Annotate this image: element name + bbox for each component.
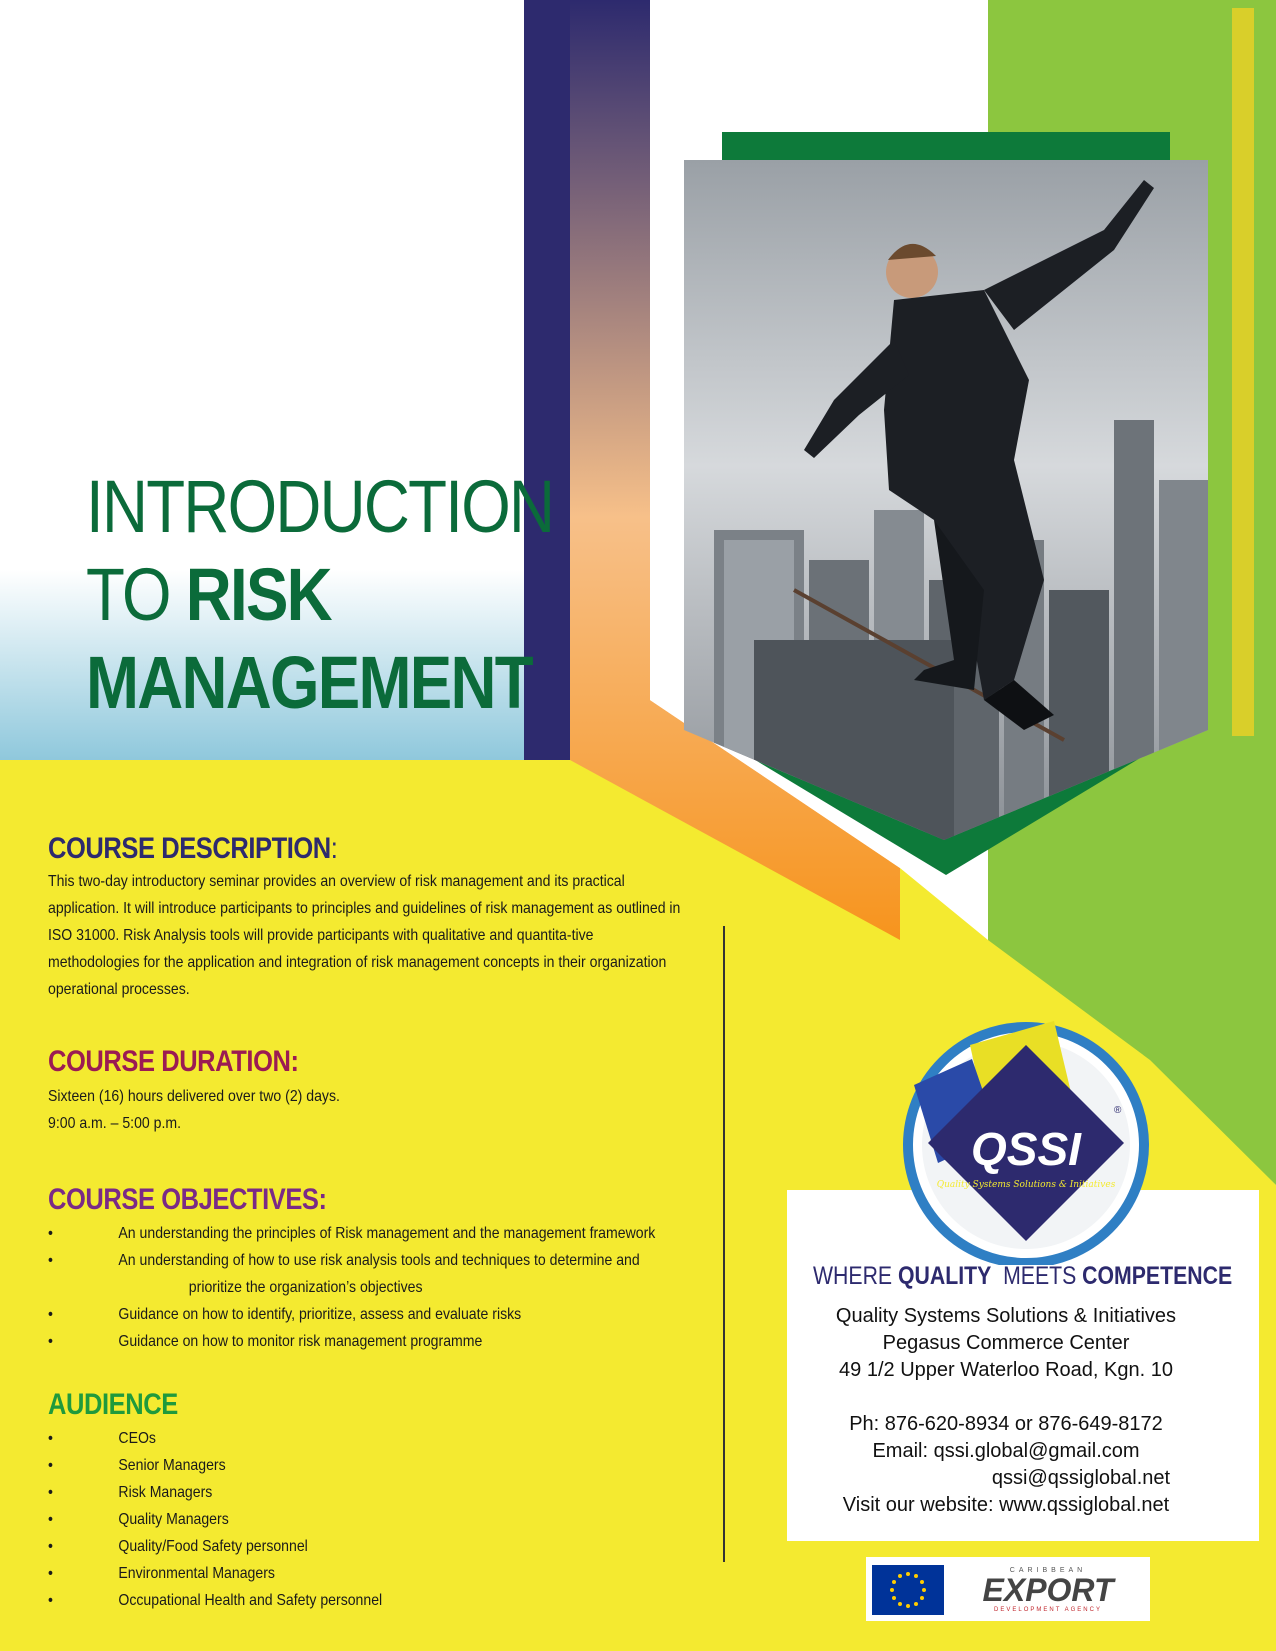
contact-address (786, 1303, 1226, 1384)
list-item: • An understanding the principles of Risk management and the management framework (48, 1220, 717, 1247)
tagline-word: MEETS (991, 1262, 1083, 1290)
course-description-paragraph: This two-day introductory seminar provides an overview of risk management and its practical application. It will introduce participants to principles and guidelines of risk management as outlined in ISO 31000. Risk Analysis tools will provide participants with qualitative and quantita-tive methodologies for the application and integration of risk management concepts in their organization operational processes. (48, 873, 681, 998)
contact-org: Quality Systems Solutions & Initiatives (835, 1305, 1177, 1327)
title-line-3: MANAGEMENT (86, 641, 532, 724)
caribbean-export-logo-icon (983, 1567, 1116, 1613)
list-item: • Quality Managers (48, 1506, 717, 1533)
registered-mark: ® (1114, 1105, 1122, 1116)
title-line-1: INTRODUCTION (86, 465, 554, 548)
contact-address-line: 49 1/2 Upper Waterloo Road, Kgn. 10 (839, 1359, 1173, 1381)
contact-email-1: Email: qssi.global@gmail.com (872, 1440, 1140, 1462)
eu-flag-icon (872, 1565, 944, 1615)
export-logo-bottom: DEVELOPMENT AGENCY (994, 1607, 1102, 1613)
list-item: • Risk Managers (48, 1479, 717, 1506)
course-description-colon: : (330, 832, 338, 865)
title-line-2-prefix: TO (86, 553, 186, 636)
audience-heading: AUDIENCE (48, 1388, 178, 1421)
tagline-word-bold: COMPETENCE (1082, 1262, 1233, 1290)
tagline-word: WHERE (813, 1262, 898, 1290)
export-logo-main: EXPORT (982, 1572, 1114, 1608)
course-duration-line-2: 9:00 a.m. – 5:00 p.m. (48, 1115, 182, 1132)
list-item: • Occupational Health and Safety personnel (48, 1587, 717, 1614)
list-item: • Quality/Food Safety personnel (48, 1533, 717, 1560)
course-duration-text (48, 1083, 611, 1137)
list-item: • Senior Managers (48, 1452, 717, 1479)
course-description-text (48, 868, 682, 1003)
export-logo-top: CARIBBEAN (1009, 1567, 1087, 1574)
qssi-logo-subtitle: Quality Systems Solutions & Initiatives (936, 1180, 1116, 1190)
list-item: • Guidance on how to monitor risk management programme (48, 1328, 717, 1355)
list-item: • CEOs (48, 1425, 717, 1452)
contact-email-2: qssi@qssiglobal.net (991, 1467, 1171, 1489)
qssi-logo-icon (884, 1015, 1174, 1265)
contact-phone: Ph: 876-620-8934 or 876-649-8172 (849, 1413, 1163, 1435)
tagline-word-bold: QUALITY (898, 1262, 992, 1290)
footer-logos (866, 1557, 1150, 1621)
course-duration-line-1: Sixteen (16) hours delivered over two (2) days. (48, 1088, 340, 1105)
main-title (86, 465, 554, 734)
contact-details (786, 1411, 1226, 1519)
title-line-2-bold: RISK (185, 553, 331, 636)
course-duration-heading: COURSE DURATION: (48, 1045, 299, 1078)
hero-photo (684, 160, 1208, 840)
qssi-logo-text: QSSI (971, 1123, 1081, 1175)
list-item: • Environmental Managers (48, 1560, 717, 1587)
list-item-continuation: prioritize the organization’s objectives (188, 1279, 423, 1296)
audience-list (48, 1425, 717, 1614)
contact-building: Pegasus Commerce Center (882, 1332, 1130, 1354)
course-description-heading (48, 832, 337, 866)
tagline (813, 1262, 1232, 1291)
vertical-divider (723, 926, 725, 1562)
course-description-heading-text: COURSE DESCRIPTION (48, 832, 331, 865)
course-objectives-heading: COURSE OBJECTIVES: (48, 1183, 327, 1216)
contact-website: Visit our website: www.qssiglobal.net (842, 1494, 1170, 1516)
course-objectives-list (48, 1220, 717, 1355)
list-item: • An understanding of how to use risk analysis tools and techniques to determine and (48, 1247, 717, 1274)
list-item: • Guidance on how to identify, prioritize, assess and evaluate risks (48, 1301, 717, 1328)
